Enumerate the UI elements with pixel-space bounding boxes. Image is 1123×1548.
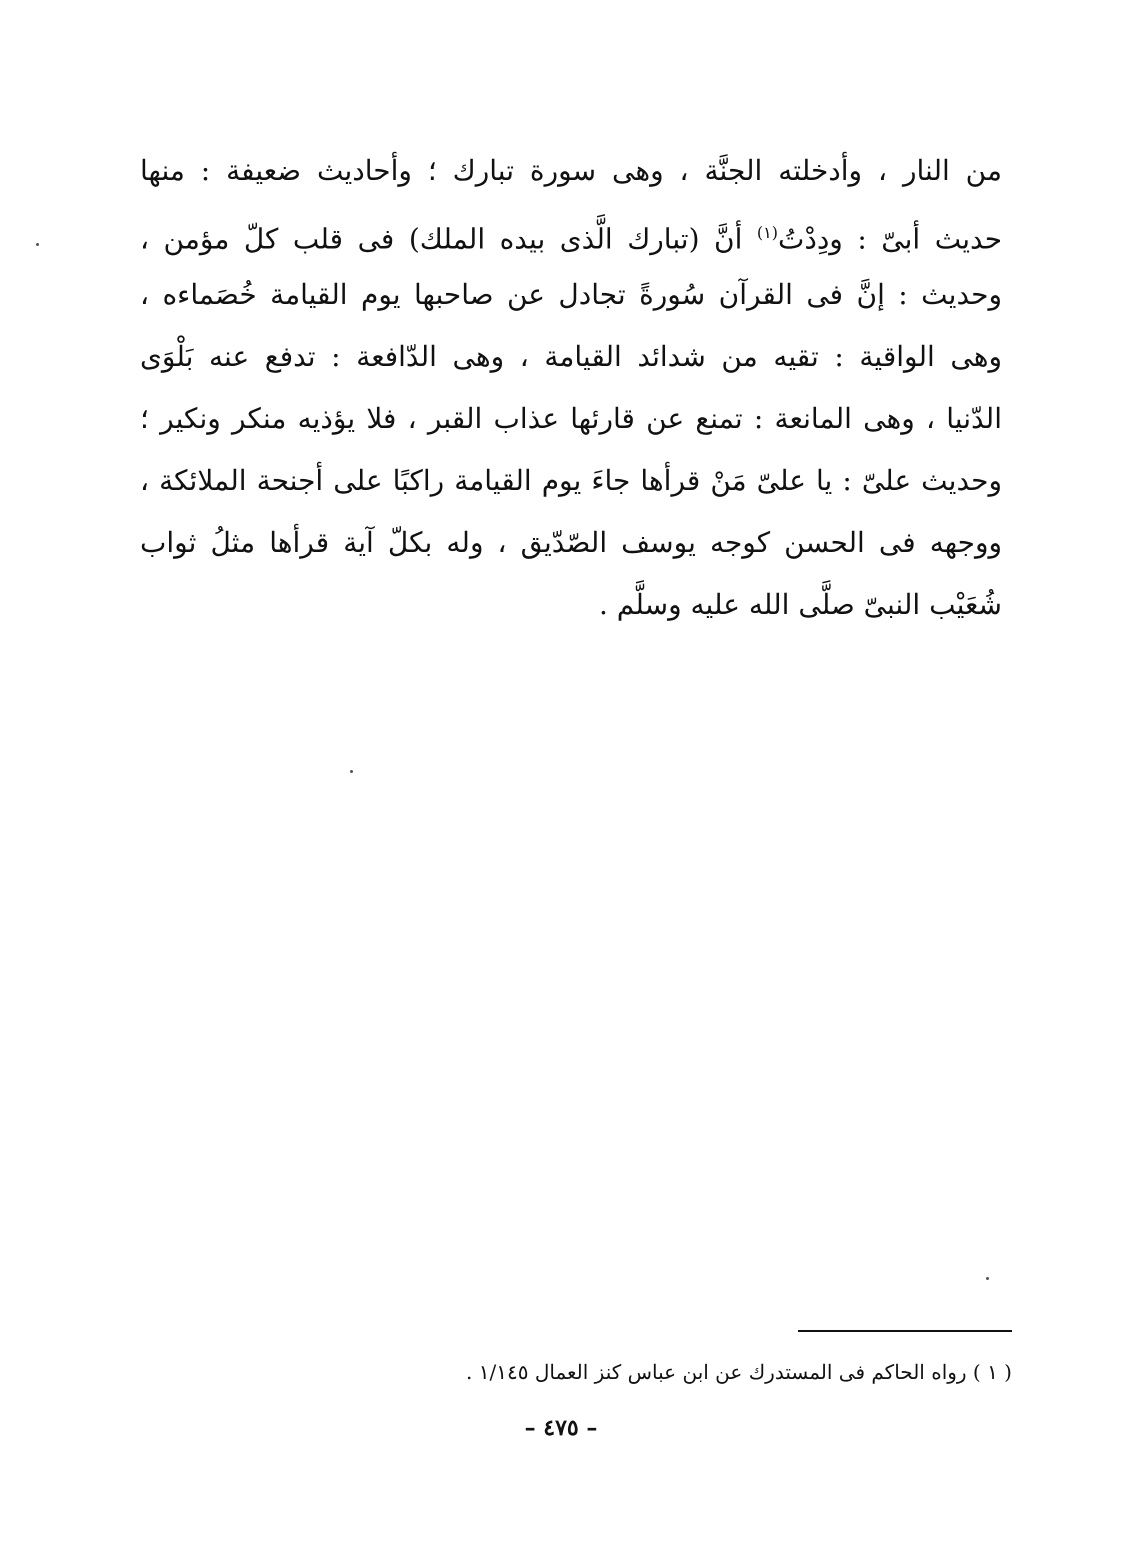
text-line-4: وهى الواقية : تقيه من شدائد القيامة ، وهى الدّافعة : تدفع عنه بَلْوَى [140, 340, 1002, 373]
text-line-3: وحديث : إنَّ فى القرآن سُورةً تجادل عن صاحبها يوم القيامة خُصَماءه ، [140, 278, 1002, 311]
page-number: – ٤٧٥ – [524, 1415, 598, 1441]
text-line-2-rest: أنَّ (تبارك الَّذى بيده الملك) فى قلب كلّ مؤمن ، [140, 222, 743, 256]
text-line-2 [140, 202, 1002, 264]
scan-speck [350, 770, 353, 773]
text-line-5: الدّنيا ، وهى المانعة : تمنع عن قارئها عذاب القبر ، فلا يؤذيه منكر ونكير ؛ [140, 402, 1002, 435]
text-line-8: شُعَيْب النبىّ صلَّى الله عليه وسلَّم . [598, 588, 1002, 621]
text-line-2-start: حديث أبىّ : ودِدْتُ [777, 222, 1002, 256]
text-line-6: وحديث علىّ : يا علىّ مَنْ قرأها جاءَ يوم القيامة راكبًا على أجنحة الملائكة ، [140, 464, 1002, 497]
body-text [140, 140, 1002, 636]
footnote-divider [798, 1330, 1012, 1332]
text-line-1: من النار ، وأدخلته الجنَّة ، وهى سورة تبارك ؛ وأحاديث ضعيفة : منها [140, 154, 1002, 187]
scan-speck [36, 243, 39, 246]
footnote: ( ١ ) رواه الحاكم فى المستدرك عن ابن عباس كنز العمال ١/١٤٥ . [466, 1360, 1012, 1384]
footnote-marker: (١) [756, 223, 778, 242]
scan-speck [986, 1277, 989, 1280]
text-line-7: ووجهه فى الحسن كوجه يوسف الصّدّيق ، وله بكلّ آية قرأها مثلُ ثواب [140, 526, 1002, 559]
